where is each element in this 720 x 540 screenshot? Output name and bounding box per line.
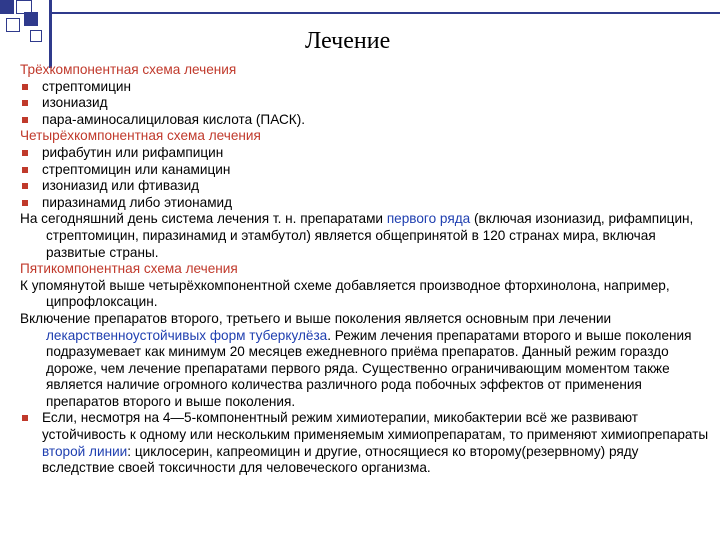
resistant-forms-link[interactable]: лекарственноустойчивых форм туберкулёза [46,327,328,343]
slide-title: Лечение [305,28,391,54]
today-paragraph: На сегодняшний день система лечения т. н. препаратами первого ряда (включая изониазид, рифампицин, стрептомицин, пиразинамид и этамбутол) является общепринятой в 120 странах мира, включая развитые страны. [20,211,694,260]
list-item: пиразинамид либо этионамид [20,195,712,212]
deco-square-1 [0,0,14,14]
bullet-icon [22,84,28,90]
list-item: изониазид [20,95,712,112]
deco-square-3 [24,12,38,26]
list-item: пара-аминосалициловая кислота (ПАСК). [20,112,712,129]
list-item: рифабутин или рифампицин [20,145,712,162]
bullet-icon [22,150,28,156]
scheme4-heading: Четырёхкомпонентная схема лечения [20,128,261,144]
deco-square-4 [6,18,20,32]
bullet-icon [22,117,28,123]
slide-content [20,62,712,477]
list-item: стрептомицин [20,79,712,96]
bullet-icon [22,415,28,421]
deco-vertical-rule [49,0,52,68]
bullet-icon [22,183,28,189]
scheme5-text: К упомянутой выше четырёхкомпонентной схеме добавляется производное фторхинолона, например, ципрофлоксацин. [20,277,670,310]
second-line-link[interactable]: второй линии [42,443,128,459]
list-item: Если, несмотря на 4—5-компонентный режим химиотерапии, микобактерии всё же развивают устойчивость к одному или нескольким применяемым химиопрепаратам, то применяют химиопрепараты второй линии: циклосерин, капреомицин и другие, относящиеся ко второму(резервному) ряду вследствие своей токсичности для человеческого организма. [20,410,712,476]
bullet-icon [22,167,28,173]
scheme3-heading: Трёхкомпонентная схема лечения [20,62,237,77]
bullet-icon [22,200,28,206]
scheme5-heading: Пятикомпонентная схема лечения [20,261,238,277]
bullet-icon [22,100,28,106]
list-item: изониазид или фтивазид [20,178,712,195]
deco-horizontal-rule [49,12,720,14]
list-item: стрептомицин или канамицин [20,162,712,179]
first-line-link[interactable]: первого ряда [386,211,471,227]
deco-square-5 [30,30,42,42]
second-line-paragraph: Включение препаратов второго, третьего и выше поколения является основным при лечении лекарственноустойчивых форм туберкулёза. Режим лечения препаратами второго и выше поколения подразумевает как минимум 20 месяцев ежедневного приёма препаратов. Данный режим гораздо дороже, чем лечение препаратами первого ряда. Существенно ограничивающим моментом также является наличие огромного количества различного рода побочных эффектов от применения препаратов второго и выше поколения. [20,310,692,409]
